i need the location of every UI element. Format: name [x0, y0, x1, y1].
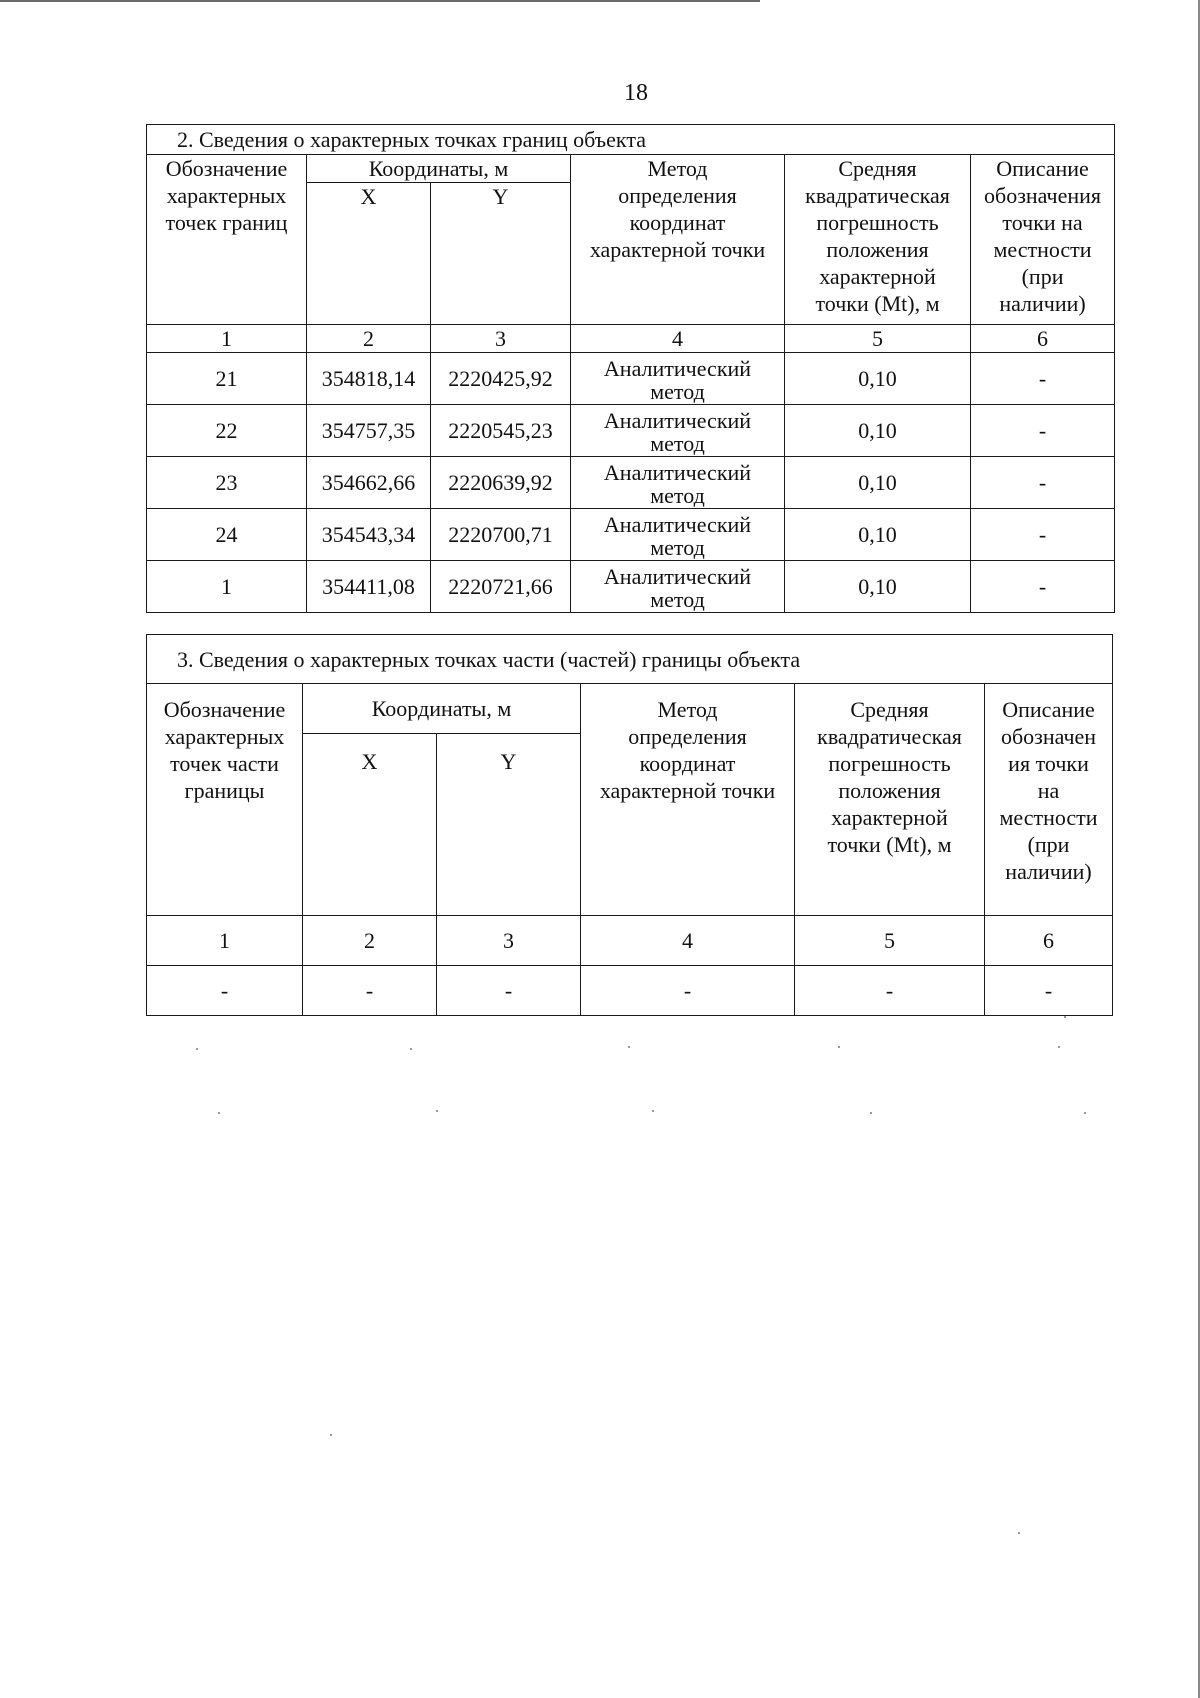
method-text: - [581, 966, 795, 1016]
section3-table [146, 634, 1113, 1016]
column-number: 3 [431, 325, 571, 353]
scan-speck [628, 1046, 630, 1048]
column-number-row [147, 325, 1115, 353]
coord-x: 354757,35 [307, 405, 431, 457]
method-cell [571, 405, 785, 457]
point-description: - [971, 561, 1115, 613]
column-number-row [147, 916, 1113, 966]
coord-x: - [303, 966, 437, 1016]
point-id: - [147, 966, 303, 1016]
header-coordinates: Координаты, м [303, 684, 581, 734]
scan-speck [196, 1048, 198, 1050]
coord-x: 354543,34 [307, 509, 431, 561]
point-description: - [971, 353, 1115, 405]
scan-speck [1084, 1112, 1086, 1114]
method-text: Аналитический метод [603, 460, 752, 507]
column-number: 1 [147, 916, 303, 966]
mt-value: - [795, 966, 985, 1016]
section3-title: 3. Сведения о характерных точках части (частей) границы объекта [147, 635, 1113, 684]
mt-value: 0,10 [785, 353, 971, 405]
method-cell [571, 509, 785, 561]
scan-speck [652, 1110, 654, 1112]
mt-value: 0,10 [785, 405, 971, 457]
method-cell [571, 561, 785, 613]
scan-speck [330, 1434, 332, 1436]
point-description: - [971, 457, 1115, 509]
coord-y: 2220721,66 [431, 561, 571, 613]
coord-y: 2220700,71 [431, 509, 571, 561]
scan-edge-top [0, 0, 760, 2]
mt-value: 0,10 [785, 561, 971, 613]
coord-y: 2220639,92 [431, 457, 571, 509]
coord-y: - [437, 966, 581, 1016]
column-number: 5 [785, 325, 971, 353]
column-number: 2 [307, 325, 431, 353]
method-cell [571, 457, 785, 509]
method-cell [571, 353, 785, 405]
method-text: Аналитический метод [603, 408, 752, 455]
column-number: 3 [437, 916, 581, 966]
column-number: 4 [571, 325, 785, 353]
scan-speck [1064, 1016, 1066, 1018]
coord-x: 354818,14 [307, 353, 431, 405]
header-y: Y [437, 734, 581, 916]
coord-y: 2220545,23 [431, 405, 571, 457]
point-description: - [971, 405, 1115, 457]
coord-y: 2220425,92 [431, 353, 571, 405]
header-coordinates: Координаты, м [307, 155, 571, 183]
point-description: - [985, 966, 1113, 1016]
column-number: 1 [147, 325, 307, 353]
method-text: Аналитический метод [603, 564, 752, 611]
header-point-designation: Обозначение характерных точек границ [147, 155, 307, 325]
coord-x: 354662,66 [307, 457, 431, 509]
column-number: 6 [985, 916, 1113, 966]
scan-speck [410, 1048, 412, 1050]
section2-table [146, 124, 1115, 613]
scan-speck [436, 1110, 438, 1112]
coord-x: 354411,08 [307, 561, 431, 613]
scan-speck [1018, 1532, 1020, 1534]
table-row [147, 966, 1113, 1016]
scan-speck [1058, 1046, 1060, 1048]
point-description: - [971, 509, 1115, 561]
column-number: 6 [971, 325, 1115, 353]
point-id: 22 [147, 405, 307, 457]
section2-title: 2. Сведения о характерных точках границ объекта [147, 125, 1115, 155]
header-point-description: Описание обозначен ия точки на местности (при наличии) [985, 684, 1113, 916]
point-id: 24 [147, 509, 307, 561]
table-row [147, 509, 1115, 561]
header-x: X [303, 734, 437, 916]
column-number: 5 [795, 916, 985, 966]
table-row [147, 457, 1115, 509]
header-method: Метод определения координат характерной точки [571, 155, 785, 325]
column-number: 2 [303, 916, 437, 966]
point-id: 21 [147, 353, 307, 405]
header-x: X [307, 183, 431, 325]
scan-speck [838, 1046, 840, 1048]
table-row [147, 353, 1115, 405]
mt-value: 0,10 [785, 509, 971, 561]
header-mean-square-error: Средняя квадратическая погрешность положения характерной точки (Mt), м [795, 684, 985, 916]
page-number: 18 [624, 80, 648, 106]
header-method: Метод определения координат характерной точки [581, 684, 795, 916]
header-point-description: Описание обозначения точки на местности (при наличии) [971, 155, 1115, 325]
method-text: Аналитический метод [603, 512, 752, 559]
header-mean-square-error: Средняя квадратическая погрешность положения характерной точки (Mt), м [785, 155, 971, 325]
mt-value: 0,10 [785, 457, 971, 509]
table-row [147, 405, 1115, 457]
table-row [147, 561, 1115, 613]
point-id: 23 [147, 457, 307, 509]
method-text: Аналитический метод [603, 356, 752, 403]
scan-speck [870, 1112, 872, 1114]
point-id: 1 [147, 561, 307, 613]
column-number: 4 [581, 916, 795, 966]
scan-speck [218, 1112, 220, 1114]
header-point-designation: Обозначение характерных точек части границы [147, 684, 303, 916]
header-y: Y [431, 183, 571, 325]
